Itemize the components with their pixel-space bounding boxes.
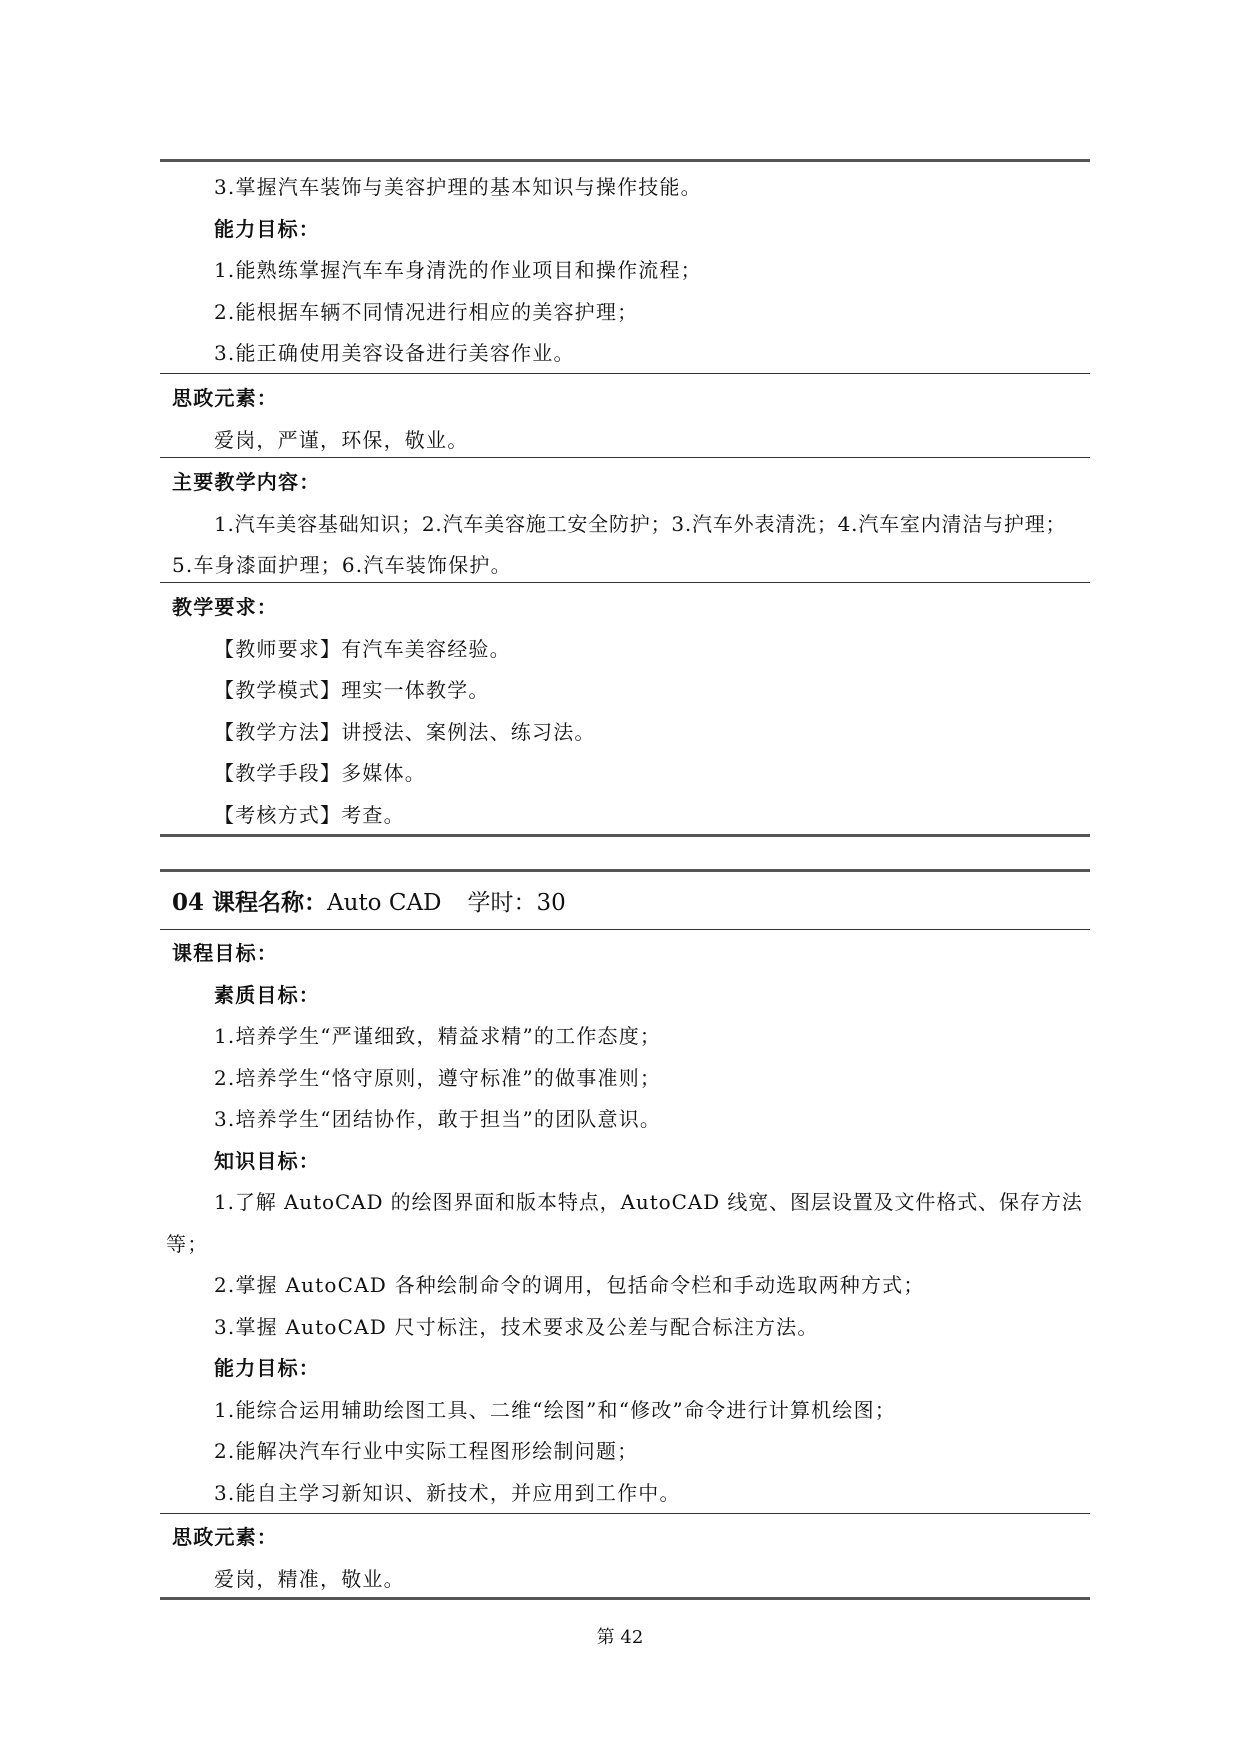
top-rule [160,159,1090,162]
course-name: Auto CAD [327,890,442,916]
course-title [160,879,1090,927]
divider [160,929,1090,930]
goals-label: 课程目标： [172,941,278,965]
section-a-ideology [160,378,1090,461]
bottom-rule [160,1597,1090,1600]
section-end-rule [160,834,1090,837]
ability-label: 能力目标： [214,216,320,241]
section-a-requirements [160,587,1090,836]
knowledge-label: 知识目标： [214,1148,320,1173]
knowledge-item: 1.了解 AutoCAD 的绘图界面和版本特点，AutoCAD 线宽、图层设置及文件格式、保存方法 [214,1190,1083,1214]
content-text: 1.汽车美容基础知识；2.汽车美容施工安全防护；3.汽车外表清洗；4.汽车室内清洁与护理； [214,511,1067,536]
requirement-item: 【教学手段】多媒体。 [214,761,426,785]
section-a-content [160,462,1090,587]
hours-value: 30 [536,890,566,916]
requirements-label: 教学要求： [172,595,278,619]
requirement-item: 【教学模式】理实一体教学。 [214,678,490,702]
ability-item: 3.能自主学习新知识、新技术，并应用到工作中。 [214,1480,681,1505]
divider [160,1513,1090,1514]
knowledge-item: 3.掌握汽车装饰与美容护理的基本知识与操作技能。 [214,175,702,199]
divider [160,373,1090,374]
quality-label: 素质目标： [214,982,320,1007]
section-b-ideology [160,1517,1090,1600]
section-start-rule [160,869,1090,872]
knowledge-item: 2.掌握 AutoCAD 各种绘制命令的调用，包括命令栏和手动选取两种方式； [214,1273,925,1297]
requirement-item: 【考核方式】考查。 [214,802,405,827]
section-b-goals [160,933,1090,1514]
ability-item: 1.能综合运用辅助绘图工具、二维“绘图”和“修改”命令进行计算机绘图； [214,1397,896,1422]
divider [160,582,1090,583]
ability-item: 1.能熟练掌握汽车车身清洗的作业项目和操作流程； [214,258,702,282]
knowledge-item: 3.掌握 AutoCAD 尺寸标注，技术要求及公差与配合标注方法。 [214,1314,819,1339]
ideology-text: 爱岗，精准，敬业。 [214,1566,405,1591]
ability-label: 能力目标： [214,1356,320,1380]
section-a-body [160,167,1090,375]
page-number: 第 42 [596,1627,644,1648]
ability-item: 3.能正确使用美容设备进行美容作业。 [214,341,575,365]
content-label: 主要教学内容： [172,470,321,494]
requirement-item: 【教师要求】有汽车美容经验。 [214,636,511,661]
quality-item: 3.培养学生“团结协作，敢于担当”的团队意识。 [214,1107,662,1131]
ideology-label: 思政元素： [172,386,278,410]
divider [160,457,1090,458]
quality-item: 1.培养学生“严谨细致，精益求精”的工作态度； [214,1024,662,1048]
course-number-label: 04 课程名称： [172,889,328,916]
hours-label: 学时： [467,890,537,916]
content-text: 5.车身漆面护理；6.汽车装饰保护。 [172,553,512,577]
quality-item: 2.培养学生“恪守原则，遵守标准”的做事准则； [214,1065,662,1090]
ability-item: 2.能解决汽车行业中实际工程图形绘制问题； [214,1439,639,1463]
knowledge-item-continued: 等； [166,1231,209,1256]
ideology-label: 思政元素： [172,1525,278,1549]
ideology-text: 爱岗，严谨，环保，敬业。 [214,427,469,452]
ability-item: 2.能根据车辆不同情况进行相应的美容护理； [214,299,639,324]
requirement-item: 【教学方法】讲授法、案例法、练习法。 [214,719,596,744]
